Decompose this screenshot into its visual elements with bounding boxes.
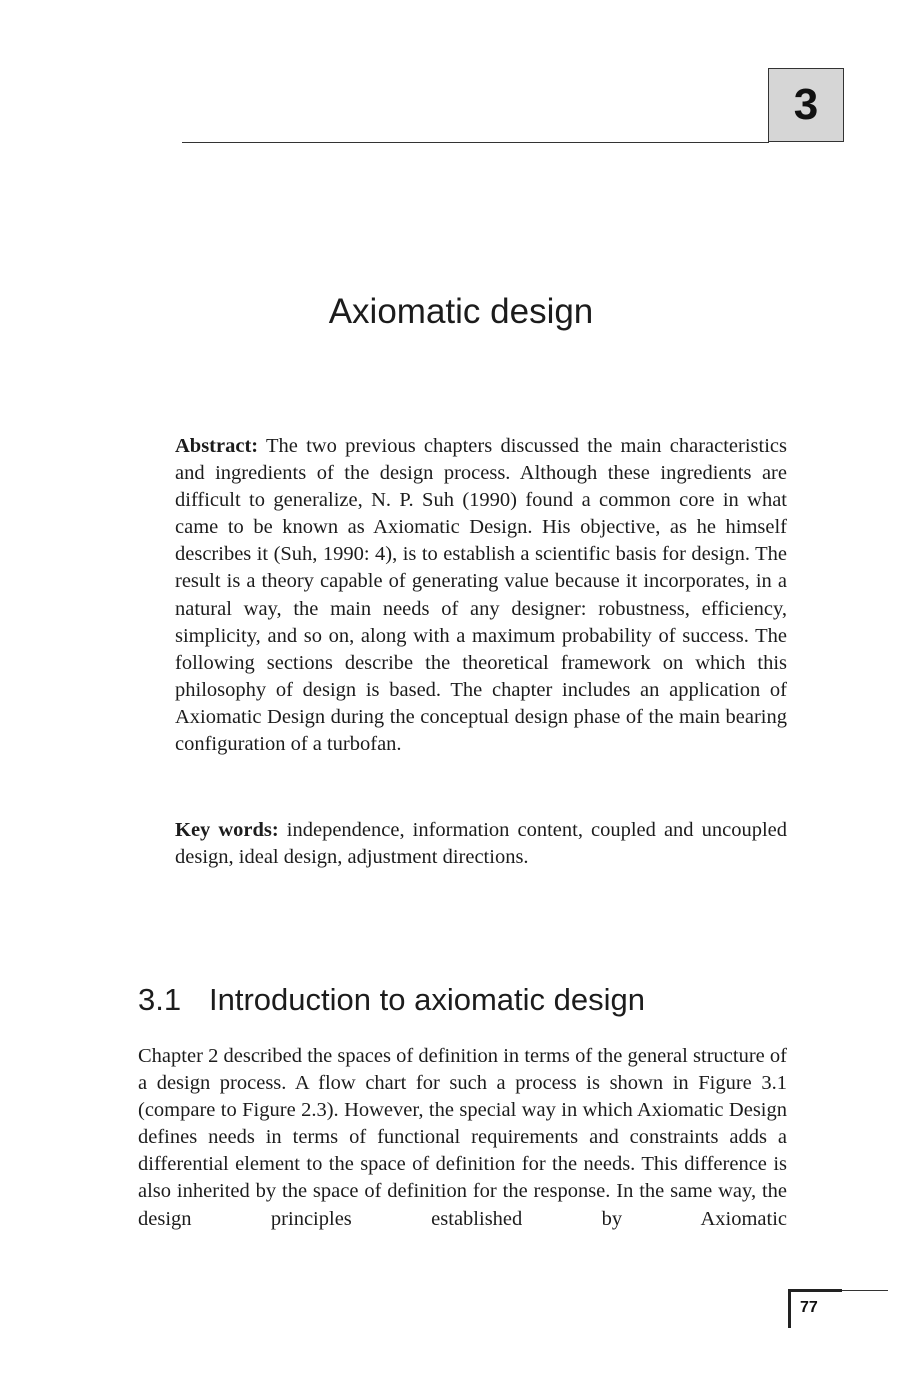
abstract-paragraph: [175, 433, 787, 758]
abstract-text: The two previous chapters discussed the main characteristics and ingredients of the design process. Although these ingredients are difficult to generalize, N. P. Suh (1990) found a common core in what came to be known as Axiomatic Design. His objective, as he himself describes it (Suh, 1990: 4), is to establish a scientific basis for design. The result is a theory capable of generating value because it incorporates, in a natural way, the main needs of any designer: robustness, efficiency, simplicity, and so on, along with a maximum probability of success. The following sections describe the theoretical framework on which this philosophy of design is based. The chapter includes an application of Axiomatic Design during the conceptual design phase of the main bearing configuration of a turbofan.: [175, 435, 787, 756]
abstract-label: Abstract:: [175, 435, 259, 457]
section-heading: [138, 982, 645, 1018]
chapter-title: Axiomatic design: [328, 292, 594, 331]
keywords-label: Key words:: [175, 819, 279, 841]
keywords-paragraph: [175, 817, 787, 871]
page-number: 77: [800, 1299, 818, 1316]
page-number-corner-top: [788, 1289, 842, 1292]
chapter-header-rule: [182, 142, 769, 143]
page-number-corner: [788, 1290, 791, 1328]
section-body-paragraph: Chapter 2 described the spaces of definition in terms of the general structure of a design process. A flow chart for such a process is shown in Figure 3.1 (compare to Figure 2.3). However, the special way in which Axiomatic Design defines needs in terms of functional requirements and constraints adds a differential element to the space of definition for the needs. This difference is also inherited by the space of definition for the response. In the same way, the design principles established by Axiomatic: [138, 1045, 787, 1230]
section-title: Introduction to axiomatic design: [209, 982, 645, 1017]
chapter-number: 3: [793, 80, 819, 129]
chapter-number-box: [768, 68, 844, 142]
keywords-text: independence, information content, coupled and uncoupled design, ideal design, adjustment directions.: [175, 819, 788, 869]
section-number: 3.1: [138, 982, 182, 1017]
